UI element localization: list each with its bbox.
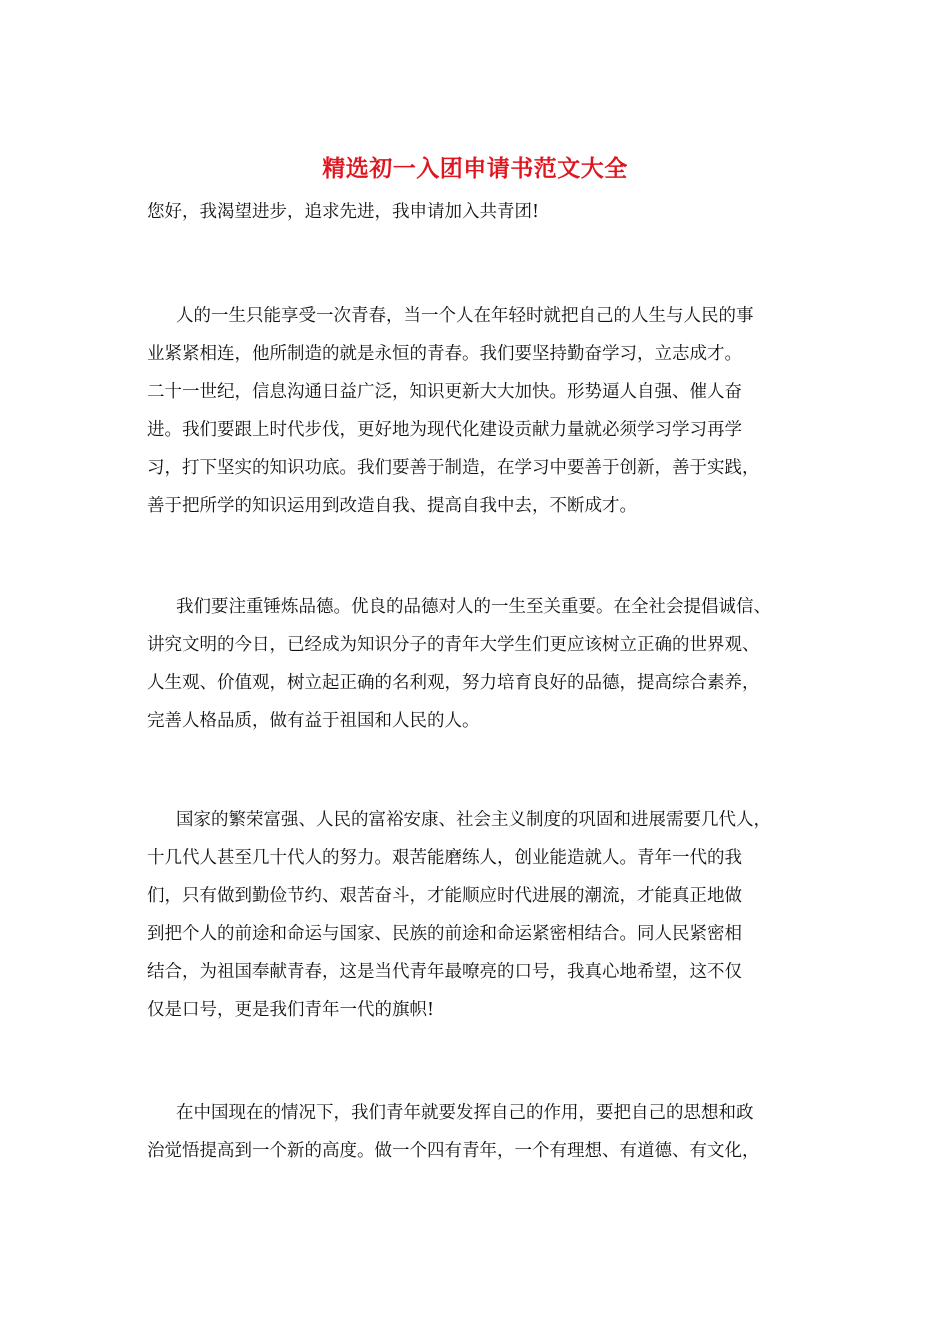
paragraph-line: 善于把所学的知识运用到改造自我、提高自我中去，不断成才。	[147, 496, 637, 516]
paragraph-line: 在中国现在的情况下，我们青年就要发挥自己的作用，要把自己的思想和政	[176, 1103, 754, 1123]
paragraph-line: 人的一生只能享受一次青春，当一个人在年轻时就把自己的人生与人民的事	[176, 306, 754, 326]
paragraph-line: 仅是口号，更是我们青年一代的旗帜!	[147, 1000, 435, 1020]
paragraph-line: 十几代人甚至几十代人的努力。艰苦能磨练人，创业能造就人。青年一代的我	[147, 848, 742, 868]
paragraph-line: 到把个人的前途和命运与国家、民族的前途和命运紧密相结合。同人民紧密相	[147, 924, 742, 944]
paragraph-line: 完善人格品质，做有益于祖国和人民的人。	[147, 711, 480, 731]
paragraph-line: 结合，为祖国奉献青春，这是当代青年最嘹亮的口号，我真心地希望，这不仅	[147, 962, 742, 982]
paragraph-line: 们，只有做到勤俭节约、艰苦奋斗，才能顺应时代进展的潮流，才能真正地做	[147, 886, 742, 906]
paragraph-line: 治觉悟提高到一个新的高度。做一个四有青年，一个有理想、有道德、有文化，	[147, 1141, 760, 1161]
paragraph-line: 讲究文明的今日，已经成为知识分子的青年大学生们更应该树立正确的世界观、	[147, 635, 760, 655]
paragraph-2	[147, 588, 827, 740]
paragraph-4	[147, 1094, 827, 1170]
paragraph-1	[147, 297, 827, 525]
paragraph-line: 二十一世纪，信息沟通日益广泛，知识更新大大加快。形势逼人自强、催人奋	[147, 382, 742, 402]
paragraph-line: 进。我们要跟上时代步伐，更好地为现代化建设贡献力量就必须学习学习再学	[147, 420, 742, 440]
paragraph-3	[147, 801, 827, 1029]
paragraph-line: 我们要注重锤炼品德。优良的品德对人的一生至关重要。在全社会提倡诚信、	[176, 597, 771, 617]
intro-line: 您好，我渴望进步，追求先进，我申请加入共青团!	[147, 202, 540, 222]
paragraph-line: 国家的繁荣富强、人民的富裕安康、社会主义制度的巩固和进展需要几代人，	[176, 810, 771, 830]
paragraph-line: 习，打下坚实的知识功底。我们要善于制造，在学习中要善于创新，善于实践，	[147, 458, 760, 478]
document-title: 精选初一入团申请书范文大全	[322, 155, 628, 182]
paragraph-line: 人生观、价值观，树立起正确的名利观，努力培育良好的品德，提高综合素养，	[147, 673, 760, 693]
paragraph-line: 业紧紧相连，他所制造的就是永恒的青春。我们要坚持勤奋学习，立志成才。	[147, 344, 742, 364]
